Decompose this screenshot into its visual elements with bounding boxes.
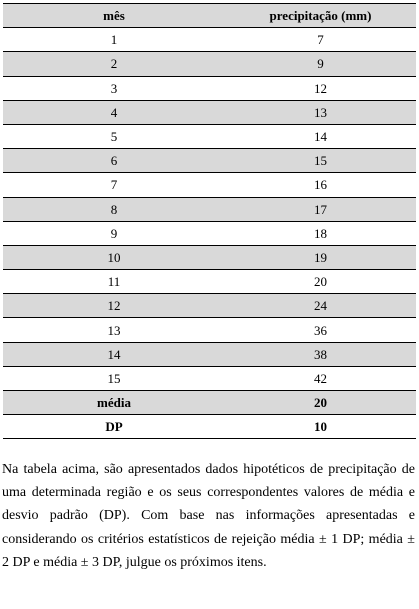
- table-row: [3, 173, 416, 197]
- month-cell: 5: [3, 124, 225, 148]
- table-body: [3, 28, 416, 439]
- precipitation-cell: 7: [225, 28, 416, 52]
- month-cell: 7: [3, 173, 225, 197]
- table-row: [3, 52, 416, 76]
- header-precipitation: precipitação (mm): [225, 4, 416, 28]
- table-row: [3, 221, 416, 245]
- precipitation-cell: 17: [225, 197, 416, 221]
- summary-label: média: [3, 391, 225, 415]
- precipitation-cell: 19: [225, 245, 416, 269]
- precipitation-cell: 16: [225, 173, 416, 197]
- month-cell: 1: [3, 28, 225, 52]
- table-header-row: [3, 4, 416, 28]
- question-caption: Na tabela acima, são apresentados dados hipotéticos de precipitação de uma determinada região e os seus correspondentes valores de média e desvio padrão (DP). Com base nas informações apresentadas e considerando os critérios estatísticos de rejeição média ± 1 DP; média ± 2 DP e média ± 3 DP, julgue os próximos itens.: [2, 462, 415, 570]
- month-cell: 15: [3, 366, 225, 390]
- month-cell: 4: [3, 100, 225, 124]
- table-row: [3, 28, 416, 52]
- summary-row-mean: [3, 391, 416, 415]
- table-row: [3, 294, 416, 318]
- table-row: [3, 342, 416, 366]
- precipitation-table: [3, 3, 416, 439]
- month-cell: 14: [3, 342, 225, 366]
- table-row: [3, 149, 416, 173]
- month-cell: 13: [3, 318, 225, 342]
- precipitation-cell: 15: [225, 149, 416, 173]
- precipitation-cell: 14: [225, 124, 416, 148]
- table-row: [3, 366, 416, 390]
- precipitation-cell: 24: [225, 294, 416, 318]
- summary-value: 10: [225, 415, 416, 439]
- table-row: [3, 124, 416, 148]
- table-row: [3, 245, 416, 269]
- precipitation-cell: 18: [225, 221, 416, 245]
- precipitation-cell: 13: [225, 100, 416, 124]
- summary-row-sd: [3, 415, 416, 439]
- month-cell: 6: [3, 149, 225, 173]
- month-cell: 10: [3, 245, 225, 269]
- table-row: [3, 318, 416, 342]
- table-row: [3, 76, 416, 100]
- precipitation-cell: 20: [225, 270, 416, 294]
- month-cell: 11: [3, 270, 225, 294]
- month-cell: 9: [3, 221, 225, 245]
- precipitation-cell: 38: [225, 342, 416, 366]
- table-row: [3, 197, 416, 221]
- precipitation-cell: 12: [225, 76, 416, 100]
- month-cell: 12: [3, 294, 225, 318]
- table-row: [3, 100, 416, 124]
- table-row: [3, 270, 416, 294]
- summary-label: DP: [3, 415, 225, 439]
- header-month: mês: [3, 4, 225, 28]
- month-cell: 2: [3, 52, 225, 76]
- precipitation-cell: 9: [225, 52, 416, 76]
- precipitation-cell: 42: [225, 366, 416, 390]
- month-cell: 3: [3, 76, 225, 100]
- summary-value: 20: [225, 391, 416, 415]
- precipitation-cell: 36: [225, 318, 416, 342]
- month-cell: 8: [3, 197, 225, 221]
